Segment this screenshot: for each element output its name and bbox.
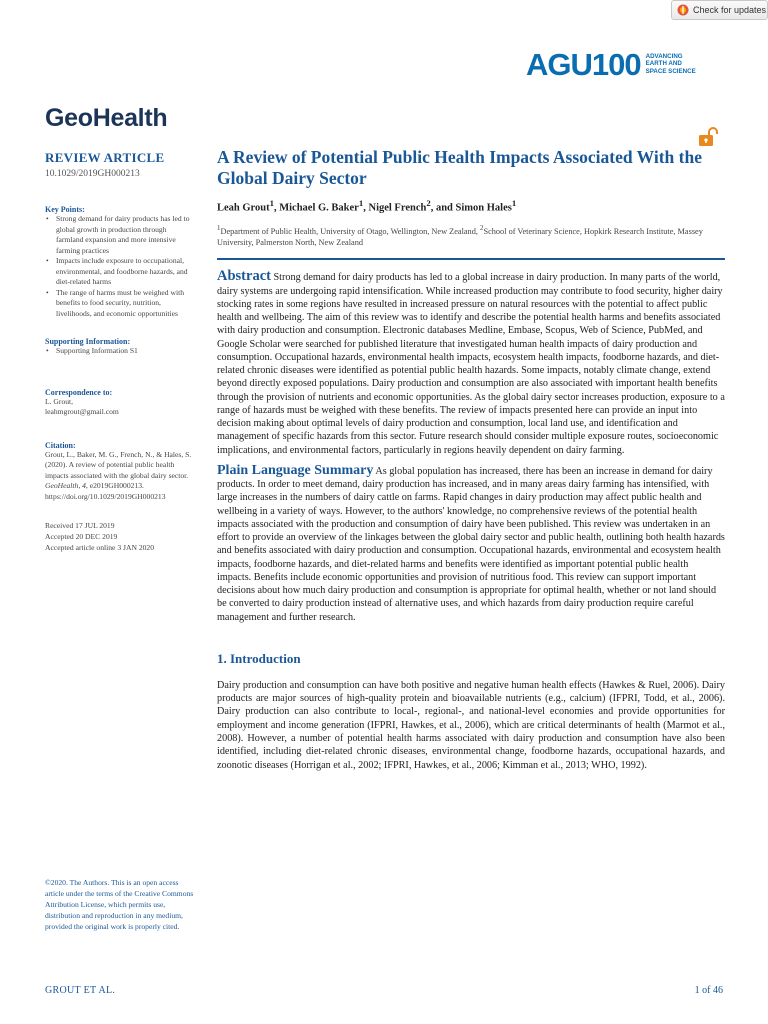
abstract <box>217 270 725 457</box>
key-points-list <box>45 214 195 319</box>
list-item: • Strong demand for dairy products has led to global growth in production through farmland expansion and more intensive farming practices <box>45 214 195 256</box>
key-points-heading: Key Points: <box>45 205 85 214</box>
accepted-online-date: Accepted article online 3 JAN 2020 <box>45 543 155 552</box>
agu-logo-text: AGU100 <box>526 46 641 82</box>
introduction-text: Dairy production and consumption can have both positive and negative human health effects (Hawkes & Ruel, 2006). Dairy products are major sources of high-quality protein and bioavailable nutrients (e.g., calcium) (IFPRI, Todd, et al., 2006). Dairy production can also contribute to local-, regional-, and national-level economies and provide opportunities for employment and income generation (IFPRI, Hawkes, et al., 2006), which are critical determinants of health (Marmot et al., 2008). However, a number of potential health harms associated with dairy production and consumption have also been identified, including diet-related chronic diseases, environmental change, foodborne hazards, occupational hazards, and zoonotic diseases (Horrigan et al., 2002; IFPRI, Hawkes, et al., 2006; Kimman et al., 2013; WHO, 1992). <box>217 679 725 771</box>
abstract-text: Strong demand for dairy products has led to a global increase in dairy production. In many parts of the world, dairy systems are undergoing rapid intensification. While increased production may contribute to food security, higher dairy stocking rates in some regions have resulted in increased pressure on natural resources with the potential to affect public health and wellbeing. The aim of this review was to identify and describe the potential health harms and benefits associated with dairy production and consumption. Electronic databases Medline, Embase, Scopus, Web of Science, PubMed, and Google Scholar were searched for published literature that investigated human health impacts of dairy production and consumption. Occupational hazards, environmental health impacts, ecosystem health impacts, foodborne hazards, and diet-related chronic diseases were identified as potential public health hazards. Some impacts, notably climate change, extend beyond directly exposed populations. Dairy production and consumption are also associated with important health benefits through the provision of nutrients and economic opportunities. As the global dairy sector increases production, exposure to a range of hazards must be weighed with these benefits. The review of impacts presented here can provide an input into decision making about optimal levels of dairy production and consumption, local land use, and identification and management of specific hazards from this sector. Future research should consider multiple exposure routes, socioeconomic implications, and environmental factors, particularly in regions heavily dependent on dairy farming. <box>217 272 725 456</box>
abstract-label: Abstract <box>217 268 271 285</box>
article-type: REVIEW ARTICLE <box>45 150 165 165</box>
supporting-info-link[interactable]: • Supporting Information S1 <box>45 346 195 357</box>
check-for-updates-button[interactable] <box>671 0 768 20</box>
page-number: 1 of 46 <box>694 985 723 996</box>
citation-heading: Citation: <box>45 440 76 450</box>
article-main <box>217 147 725 772</box>
supporting-info-list <box>45 346 195 357</box>
accepted-date: Accepted 20 DEC 2019 <box>45 532 118 541</box>
agu-logo <box>526 46 696 82</box>
article-dates <box>45 520 195 553</box>
affiliations: $^1$Department of Public Health, University of Otago, Wellington, New Zealand, $^2$School of Veterinary Science, Hopkirk Research Institute, Massey University, Palmerston North, New Zealand <box>217 224 703 248</box>
correspondence-email[interactable]: leahmgrout@gmail.com <box>45 407 119 416</box>
copyright-notice: ©2020. The Authors. This is an open access article under the terms of the Creative Commons Attribution License, which permits use, distribution and reproduction in any medium, provided the original work is properly cited. <box>45 878 194 931</box>
check-updates-label: Check for updates <box>693 5 767 15</box>
header-divider <box>217 258 725 260</box>
journal-name: GeoHealth <box>45 104 168 132</box>
supporting-info-heading: Supporting Information: <box>45 337 131 346</box>
received-date: Received 17 JUL 2019 <box>45 521 115 530</box>
section-heading-introduction: 1. Introduction <box>217 650 301 666</box>
author-list: Leah Grout$^1$, Michael G. Baker$^1$, Nigel French$^2$, and Simon Hales$^1$ <box>217 198 517 214</box>
agu-tagline: ADVANCING EARTH AND SPACE SCIENCE <box>645 52 696 75</box>
article-doi[interactable]: 10.1029/2019GH000213 <box>45 169 140 179</box>
correspondence-heading: Correspondence to: <box>45 387 113 397</box>
running-authors: GROUT ET AL. <box>45 985 116 996</box>
plain-language-summary <box>217 464 725 624</box>
list-item: • Impacts include exposure to occupational, environmental, and foodborne hazards, and diet-related harms <box>45 256 195 288</box>
correspondence-name: L. Grout, <box>45 396 74 406</box>
list-item: • The range of harms must be weighed with benefits to food security, nutrition, livelihoods, and economic opportunities <box>45 288 195 320</box>
crossmark-icon <box>677 4 689 16</box>
article-sidebar <box>45 150 195 553</box>
pls-label: Plain Language Summary <box>217 462 374 478</box>
pls-text: As global population has increased, there has been an increase in demand for dairy products. In order to meet demand, dairy production has increased, and in many areas dairy farming has intensified, with large increases in the numbers of dairy cattle on farms. Rapid changes in dairy production may affect public health and wellbeing in a variety of ways. However, to the authors' knowledge, no comprehensive reviews of the potential health impacts associated with the production and consumption of dairy have been published. This review was undertaken in an effort to provide an overview of the linkages between the global dairy sector and public health, outlining both health hazards and benefits associated with dairy production and consumption. Occupational hazards, environmental and ecosystem health impacts, foodborne hazards, and diet-related harms and benefits were identified as important potential public health impacts. Benefits include economic opportunities and provision of nutritious food. This review can support important decisions about how much dairy production and consumption is appropriate for optimal health, whether or not land should be converted to dairy production instead of alternative uses, and which hazards from dairy production require careful management and further research. <box>217 465 725 623</box>
article-title: A Review of Potential Public Health Impacts Associated With the Global Dairy Sector <box>217 147 702 188</box>
citation-text: Grout, L., Baker, M. G., French, N., & Hales, S. (2020). A review of potential public health impacts associated with the global dairy sector. GeoHealth, 4, e2019GH000213. https://doi.org/10.1029/2019GH000213 <box>45 449 192 501</box>
open-access-lock-icon <box>697 126 719 148</box>
